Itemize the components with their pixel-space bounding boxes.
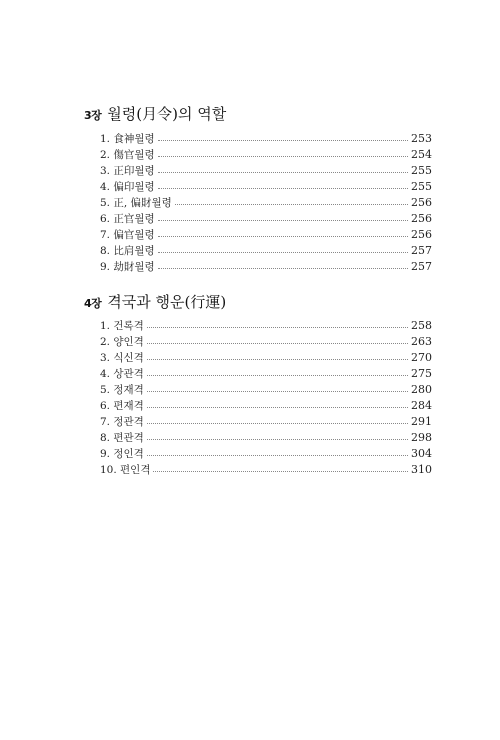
dot-leader xyxy=(147,375,408,376)
dot-leader xyxy=(158,252,408,253)
toc-entry[interactable] xyxy=(100,226,432,242)
entry-page-number: 255 xyxy=(411,163,432,177)
toc-entry[interactable] xyxy=(100,130,432,146)
toc-entry[interactable] xyxy=(100,333,432,349)
toc-entry[interactable] xyxy=(100,146,432,162)
dot-leader xyxy=(175,204,408,205)
entry-page-number: 304 xyxy=(411,446,432,460)
entry-label: 8. 比肩월령 xyxy=(100,244,155,257)
dot-leader xyxy=(158,188,408,189)
entry-page-number: 253 xyxy=(411,131,432,145)
dot-leader xyxy=(147,359,408,360)
entry-page-number: 280 xyxy=(411,382,432,396)
entry-page-number: 256 xyxy=(411,211,432,225)
entry-label: 2. 傷官월령 xyxy=(100,148,155,161)
toc-entry[interactable] xyxy=(100,381,432,397)
entry-label: 4. 상관격 xyxy=(100,367,144,380)
entry-label: 6. 正官월령 xyxy=(100,212,155,225)
chapter-title: 격국과 행운(行運) xyxy=(107,293,227,311)
entry-label: 5. 정재격 xyxy=(100,383,144,396)
entry-page-number: 257 xyxy=(411,259,432,273)
entry-page-number: 275 xyxy=(411,366,432,380)
chapter-number: 3장 xyxy=(84,109,102,122)
entry-label: 6. 편재격 xyxy=(100,399,144,412)
entry-page-number: 310 xyxy=(411,462,432,476)
dot-leader xyxy=(147,327,408,328)
entry-label: 10. 편인격 xyxy=(100,463,151,476)
entry-page-number: 256 xyxy=(411,227,432,241)
entry-label: 7. 偏官월령 xyxy=(100,228,155,241)
entry-label: 8. 편관격 xyxy=(100,431,144,444)
dot-leader xyxy=(147,407,408,408)
dot-leader xyxy=(158,172,408,173)
toc-entry[interactable] xyxy=(100,413,432,429)
toc-entry[interactable] xyxy=(100,162,432,178)
entry-page-number: 263 xyxy=(411,334,432,348)
entry-label: 1. 食神월령 xyxy=(100,132,155,145)
entry-label: 3. 正印월령 xyxy=(100,164,155,177)
dot-leader xyxy=(147,439,408,440)
toc-entry[interactable] xyxy=(100,461,432,477)
entry-page-number: 257 xyxy=(411,243,432,257)
dot-leader xyxy=(158,140,408,141)
dot-leader xyxy=(153,471,408,472)
toc-entry[interactable] xyxy=(100,445,432,461)
entry-page-number: 298 xyxy=(411,430,432,444)
toc-entry[interactable] xyxy=(100,397,432,413)
toc-entry[interactable] xyxy=(100,194,432,210)
entry-label: 4. 偏印월령 xyxy=(100,180,155,193)
toc-entry[interactable] xyxy=(100,365,432,381)
dot-leader xyxy=(147,343,408,344)
entry-page-number: 256 xyxy=(411,195,432,209)
entry-page-number: 254 xyxy=(411,147,432,161)
toc-entry[interactable] xyxy=(100,178,432,194)
entry-page-number: 270 xyxy=(411,350,432,364)
toc-entry[interactable] xyxy=(100,258,432,274)
entry-page-number: 291 xyxy=(411,414,432,428)
toc-entry[interactable] xyxy=(100,210,432,226)
chapter-heading xyxy=(84,103,226,124)
toc-entry[interactable] xyxy=(100,317,432,333)
dot-leader xyxy=(147,455,408,456)
dot-leader xyxy=(158,220,408,221)
entry-label: 2. 양인격 xyxy=(100,335,144,348)
chapter-heading xyxy=(84,291,226,312)
toc-entry[interactable] xyxy=(100,242,432,258)
entry-page-number: 258 xyxy=(411,318,432,332)
dot-leader xyxy=(158,268,408,269)
entry-page-number: 255 xyxy=(411,179,432,193)
dot-leader xyxy=(147,391,408,392)
toc-entry[interactable] xyxy=(100,429,432,445)
entry-label: 3. 식신격 xyxy=(100,351,144,364)
entry-label: 5. 正, 偏財월령 xyxy=(100,196,172,209)
entry-label: 1. 건록격 xyxy=(100,319,144,332)
entry-label: 9. 劫財월령 xyxy=(100,260,155,273)
dot-leader xyxy=(158,236,408,237)
toc-entry[interactable] xyxy=(100,349,432,365)
dot-leader xyxy=(158,156,408,157)
chapter-title: 월령(月令)의 역할 xyxy=(107,105,227,123)
dot-leader xyxy=(147,423,408,424)
entry-page-number: 284 xyxy=(411,398,432,412)
entry-label: 7. 정관격 xyxy=(100,415,144,428)
chapter-number: 4장 xyxy=(84,297,102,310)
entry-label: 9. 정인격 xyxy=(100,447,144,460)
